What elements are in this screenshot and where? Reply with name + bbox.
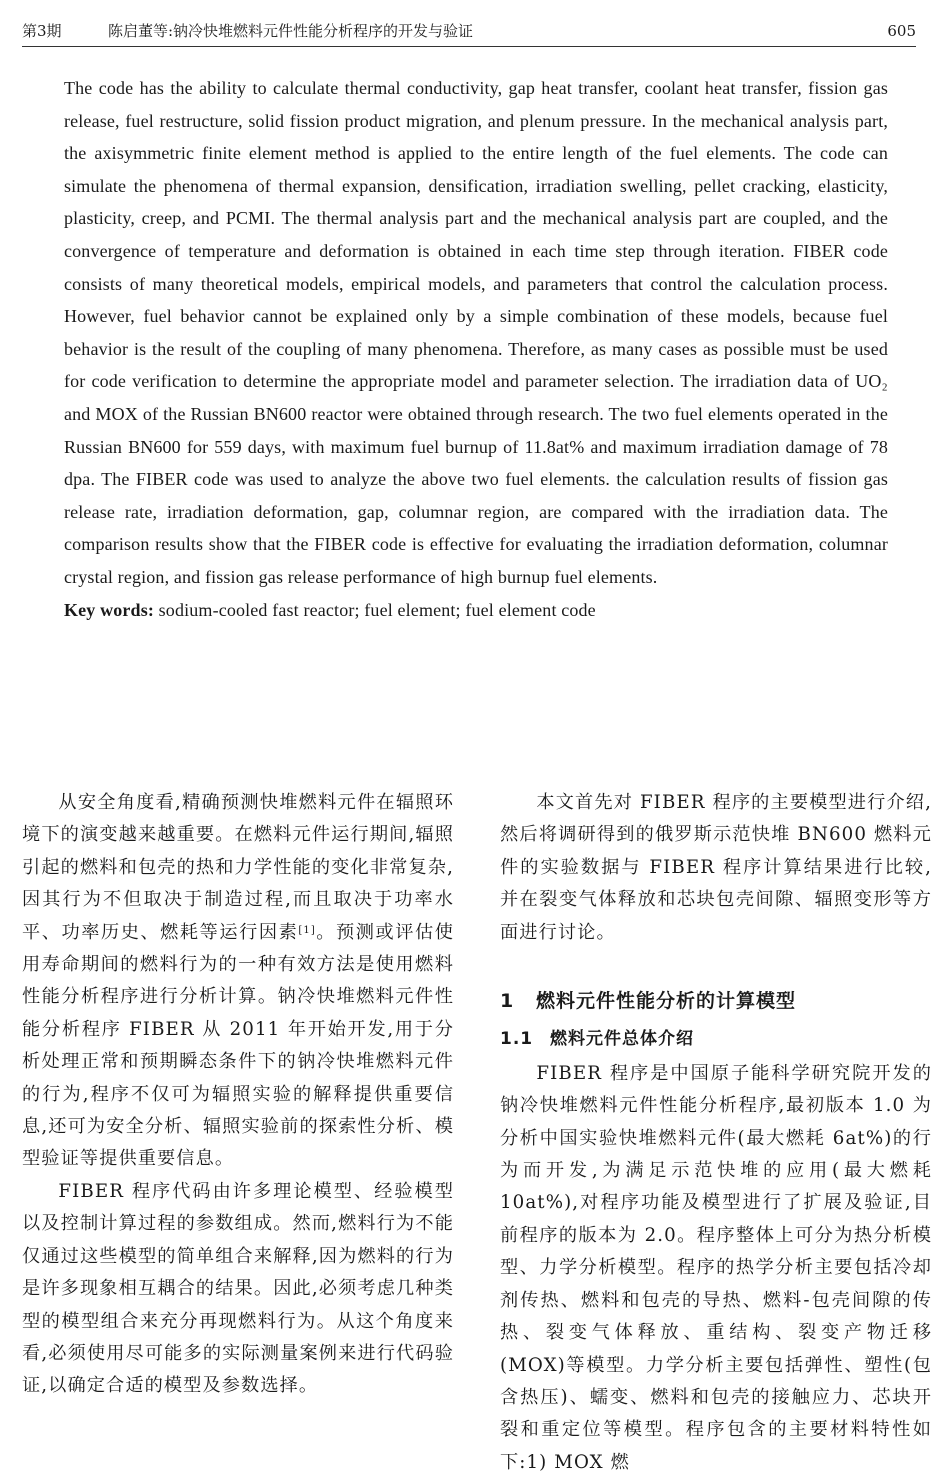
issue-number: 第3期 bbox=[22, 22, 62, 40]
subsection-heading-1-1 bbox=[500, 1023, 932, 1055]
intro-paragraph-2: FIBER 程序代码由许多理论模型、经验模型以及控制计算过程的参数组成。然而,燃料行为不能仅通过这些模型的简单组合来解释,因为燃料的行为是许多现象相互耦合的结果。因此,必须考虑几种类型的模型组合来充分再现燃料行为。从这个角度来看,必须使用尽可能多的实际测量案例来进行代码验证,以确定合适的模型及参数选择。 bbox=[22, 1180, 454, 1397]
section-title: 燃料元件性能分析的计算模型 bbox=[536, 990, 797, 1013]
subsection-title: 燃料元件总体介绍 bbox=[550, 1029, 694, 1050]
header-rule bbox=[22, 46, 916, 47]
running-title: 陈启董等:钠冷快堆燃料元件性能分析程序的开发与验证 bbox=[108, 22, 474, 40]
section-number: 1 bbox=[500, 990, 515, 1013]
intro-paragraph-1-part-b: 。预测或评估使用寿命期间的燃料行为的一种有效方法是使用燃料性能分析程序进行分析计算。钠冷快堆燃料元件性能分析程序 FIBER 从 2011 年开始开发,用于分析处理正常和预期瞬态条件下的钠冷快堆燃料元件的行为,程序不仅可为辐照实验的解释提供重要信息,还可为安全分析、辐照实验前的探索性分析、模型验证等提供重要信息。 bbox=[22, 921, 455, 1170]
intro-paragraph-3: 本文首先对 FIBER 程序的主要模型进行介绍,然后将调研得到的俄罗斯示范快堆 BN600 燃料元件的实验数据与 FIBER 程序计算结果进行比较,并在裂变气体释放和芯块包壳间隙、辐照变形等方面进行讨论。 bbox=[500, 792, 932, 943]
keywords-label: Key words: bbox=[64, 599, 154, 620]
keywords-line bbox=[64, 594, 888, 627]
right-column bbox=[500, 787, 932, 1479]
section-1-1-paragraph: FIBER 程序是中国原子能科学研究院开发的钠冷快堆燃料元件性能分析程序,最初版本 1.0 为分析中国实验快堆燃料元件(最大燃耗 6at%)的行为而开发,为满足示范快堆的应用(最大燃耗 10at%),对程序功能及模型进行了扩展及验证,目前程序的版本为 2.0。程序整体上可分为热分析模型、力学分析模型。程序的热学分析主要包括冷却剂传热、燃料和包壳的导热、燃料-包壳间隙的传热、裂变气体释放、重结构、裂变产物迁移(MOX)等模型。力学分析主要包括弹性、塑性(包含热压)、蠕变、燃料和包壳的接触应力、芯块开裂和重定位等模型。程序包含的主要材料特性如下:1) MOX 燃 bbox=[500, 1062, 932, 1473]
section-heading-1 bbox=[500, 985, 932, 1017]
left-column bbox=[22, 787, 454, 1403]
citation-1[interactable]: [1] bbox=[298, 924, 316, 936]
abstract-text: The code has the ability to calculate thermal conductivity, gap heat transfer, coolant heat transfer, fission gas release, fuel restructure, solid fission product migration, and plenum pressure. In the mechanical analysis part, the axisymmetric finite element method is applied to the entire length of the fuel elements. The code can simulate the phenomena of thermal expansion, densification, irradiation swelling, pellet cracking, elasticity, plasticity, creep, and PCMI. The thermal analysis part and the mechanical analysis part are coupled, and the convergence of temperature and deformation is obtained in each time step through iteration. FIBER code consists of many theoretical models, empirical models, and parameters that control the calculation process. However, fuel behavior cannot be explained only by a simple combination of these models, because fuel behavior is the result of the coupling of many phenomena. Therefore, as many cases as possible must be used for code verification to determine the appropriate model and parameter selection. The irradiation data of UO₂ and MOX of the Russian BN600 reactor were obtained through research. The two fuel elements operated in the Russian BN600 for 559 days, with maximum fuel burnup of 11.8at% and maximum irradiation damage of 78 dpa. The FIBER code was used to analyze the above two fuel elements. the calculation results of fission gas release rate, irradiation deformation, gap, columnar region, are compared with the irradiation data. The comparison results show that the FIBER code is effective for evaluating the irradiation deformation, columnar crystal region, and fission gas release performance of high burnup fuel elements. bbox=[64, 78, 888, 587]
page-number: 605 bbox=[887, 22, 916, 40]
intro-paragraph-1 bbox=[22, 787, 454, 1176]
keywords-text: sodium-cooled fast reactor; fuel element; fuel element code bbox=[158, 599, 596, 620]
intro-paragraph-1-part-a: 从安全角度看,精确预测快堆燃料元件在辐照环境下的演变越来越重要。在燃料元件运行期间,辐照引起的燃料和包壳的热和力学性能的变化非常复杂,因其行为不但取决于制造过程,而且取决于功率水平、功率历史、燃耗等运行因素 bbox=[22, 792, 454, 943]
subsection-number: 1.1 bbox=[500, 1029, 534, 1050]
running-header bbox=[22, 18, 916, 44]
english-abstract bbox=[64, 72, 888, 626]
